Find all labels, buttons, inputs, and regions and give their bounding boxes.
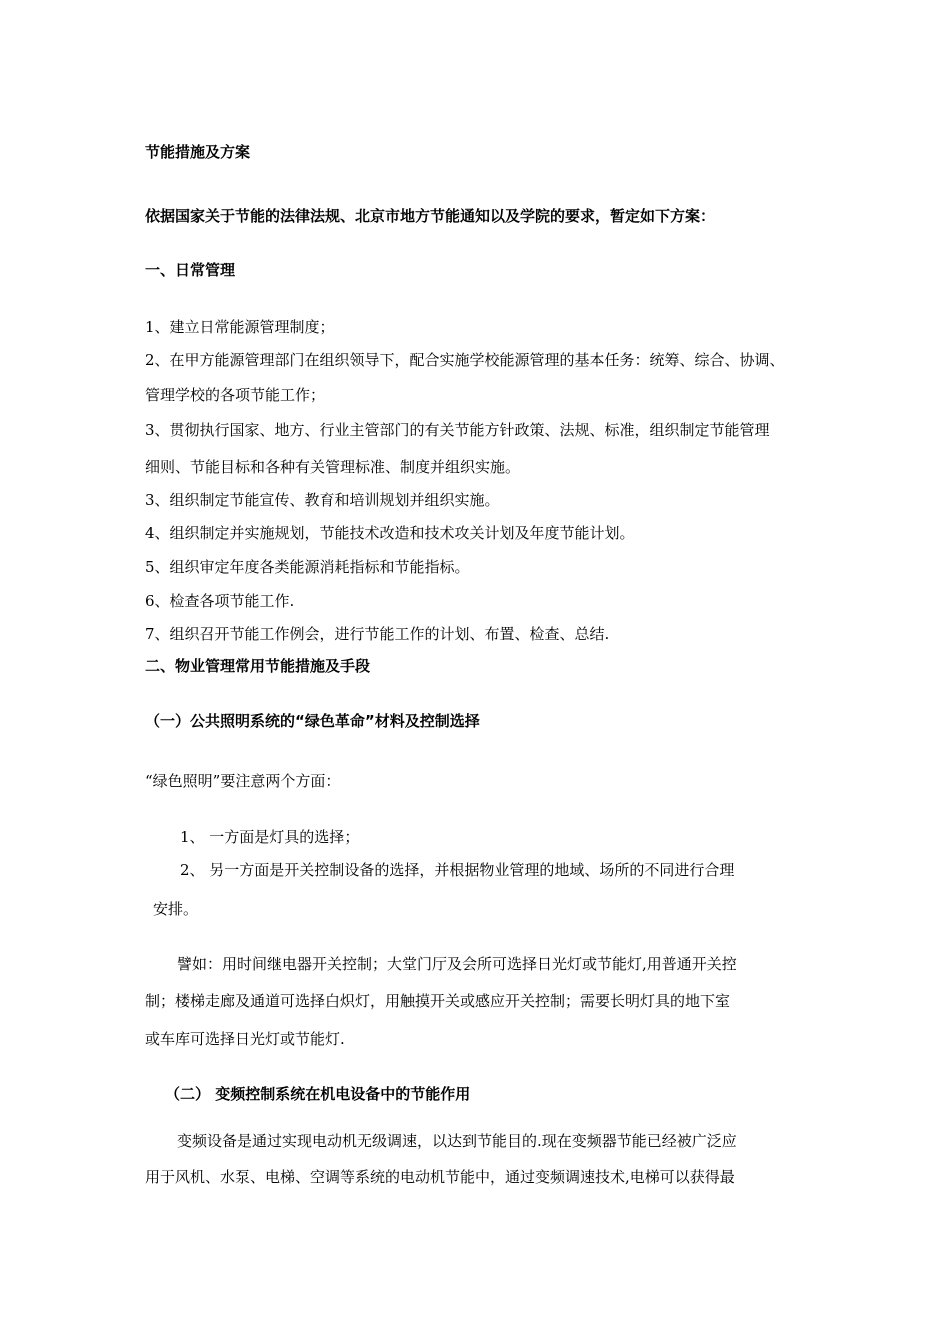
subsection1-lead: “绿色照明”要注意两个方面： xyxy=(145,772,341,790)
example-paragraph-line: 制；楼梯走廊及通道可选择白炽灯，用触摸开关或感应开关控制；需要长明灯具的地下室 xyxy=(145,992,731,1010)
list-item: 1、 一方面是灯具的选择； xyxy=(180,828,360,846)
example-paragraph-line: 或车库可选择日光灯或节能灯. xyxy=(145,1030,345,1048)
document-title: 节能措施及方案 xyxy=(145,143,251,161)
intro-paragraph: 依据国家关于节能的法律法规、北京市地方节能通知以及学院的要求，暂定如下方案： xyxy=(145,207,716,225)
section1-line: 7、组织召开节能工作例会，进行节能工作的计划、布置、检查、总结. xyxy=(145,625,610,643)
section1-line: 6、检查各项节能工作. xyxy=(145,592,295,610)
inverter-paragraph-line: 用于风机、水泵、电梯、空调等系统的电动机节能中，通过变频调速技术,电梯可以获得最 xyxy=(145,1168,735,1186)
section1-line: 细则、节能目标和各种有关管理标准、制度并组织实施。 xyxy=(145,458,521,476)
example-paragraph-line: 譬如：用时间继电器开关控制；大堂门厅及会所可选择日光灯或节能灯,用普通开关控 xyxy=(177,955,737,973)
section1-line: 5、组织审定年度各类能源消耗指标和节能指标。 xyxy=(145,558,470,576)
subsection2-heading: （二） 变频控制系统在机电设备中的节能作用 xyxy=(165,1085,471,1103)
inverter-paragraph-line: 变频设备是通过实现电动机无级调速，以达到节能目的.现在变频器节能已经被广泛应 xyxy=(177,1132,737,1150)
section1-line: 4、组织制定并实施规划，节能技术改造和技术攻关计划及年度节能计划。 xyxy=(145,524,635,542)
list-item: 2、 另一方面是开关控制设备的选择，并根据物业管理的地域、场所的不同进行合理 xyxy=(180,861,735,879)
section1-line: 3、贯彻执行国家、地方、行业主管部门的有关节能方针政策、法规、标准，组织制定节能管理 xyxy=(145,421,770,439)
list-item-continuation: 安排。 xyxy=(153,900,199,918)
section1-line: 3、组织制定节能宣传、教育和培训规划并组织实施。 xyxy=(145,491,500,509)
section1-heading: 一、日常管理 xyxy=(145,261,236,279)
section1-line: 1、建立日常能源管理制度； xyxy=(145,318,335,336)
subsection1-heading: （一）公共照明系统的“绿色革命”材料及控制选择 xyxy=(145,712,480,730)
section2-heading: 二、物业管理常用节能措施及手段 xyxy=(145,657,371,675)
section1-line: 2、在甲方能源管理部门在组织领导下，配合实施学校能源管理的基本任务：统筹、综合、协调、 xyxy=(145,351,785,369)
section1-line: 管理学校的各项节能工作； xyxy=(145,386,326,404)
